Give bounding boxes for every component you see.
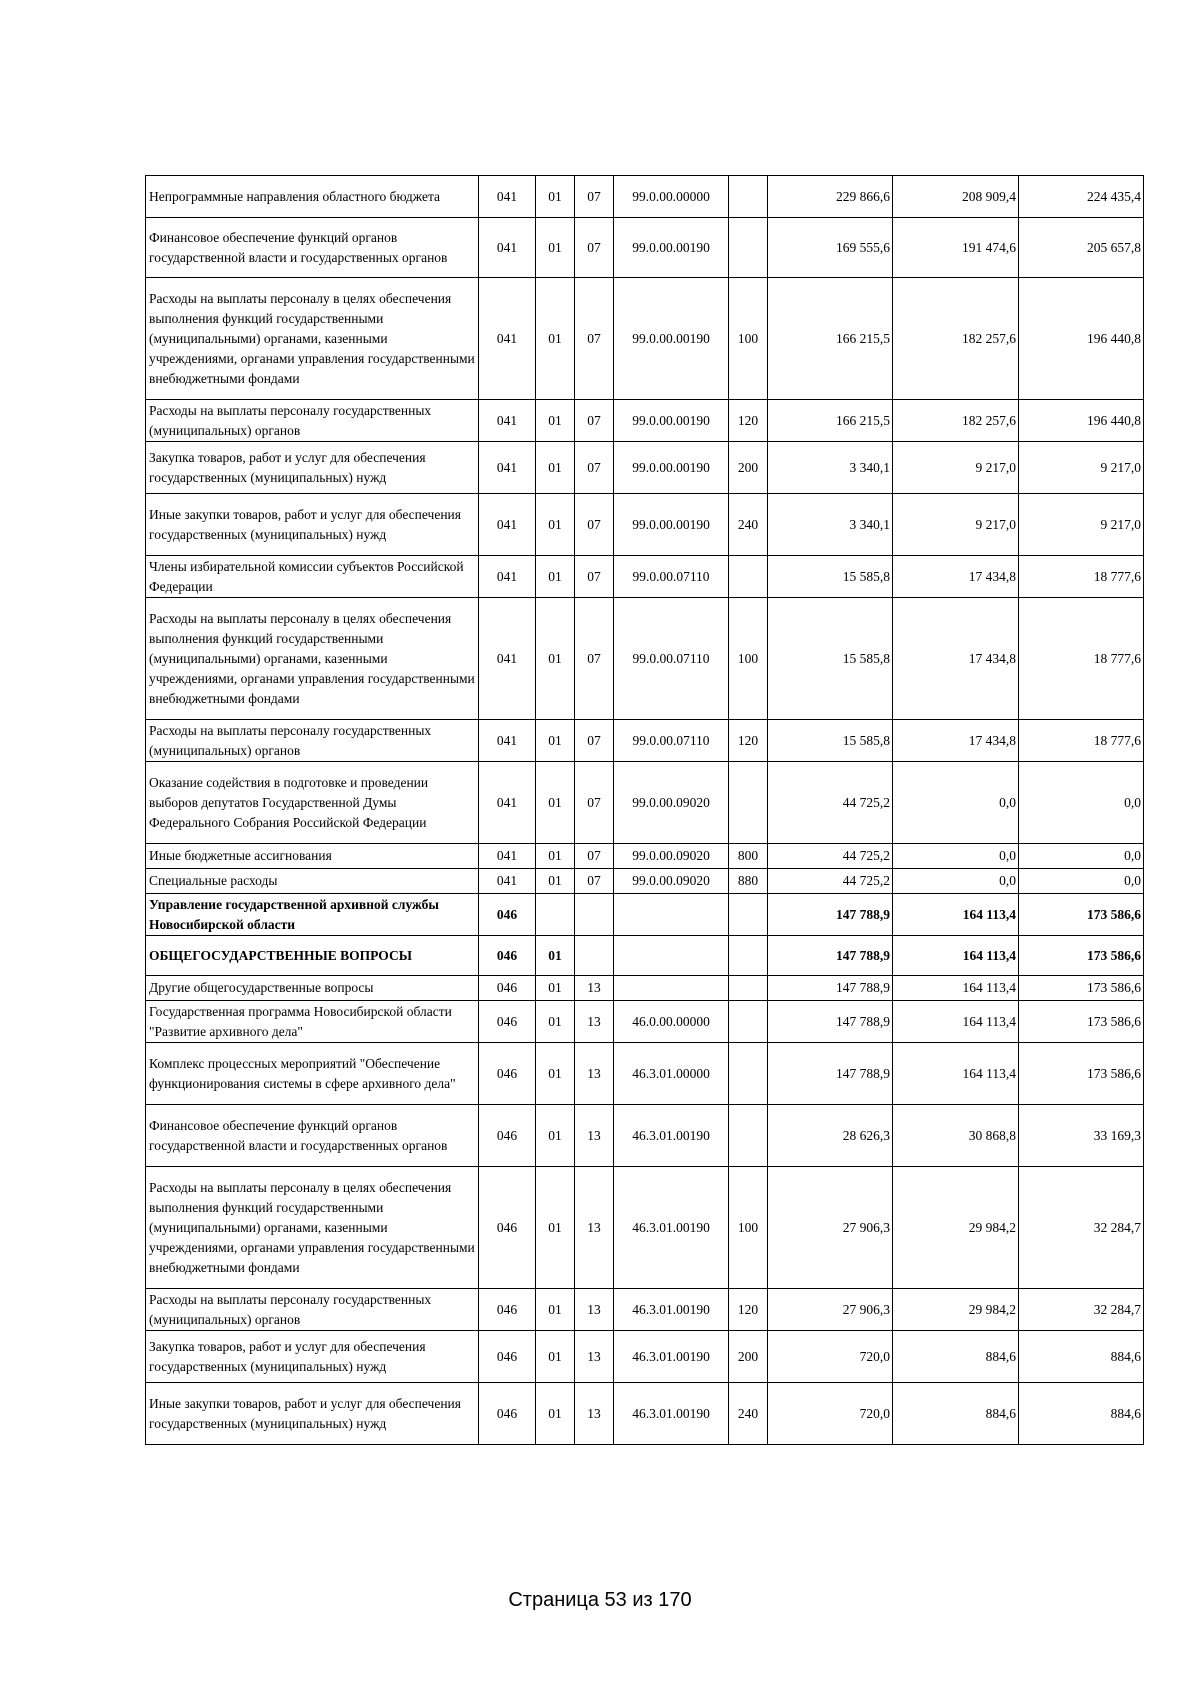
table-row — [146, 869, 1144, 894]
cell-amount-year2: 30 868,8 — [893, 1105, 1019, 1167]
cell-amount-year3: 173 586,6 — [1019, 1001, 1144, 1043]
cell-amount-year1: 44 725,2 — [768, 844, 893, 869]
cell-amount-year1: 44 725,2 — [768, 869, 893, 894]
cell-amount-year2: 0,0 — [893, 844, 1019, 869]
cell-ministry-code: 046 — [479, 894, 536, 936]
cell-target-article: 99.0.00.00190 — [614, 400, 729, 442]
cell-target-article: 99.0.00.09020 — [614, 844, 729, 869]
cell-amount-year1: 44 725,2 — [768, 762, 893, 844]
cell-amount-year1: 3 340,1 — [768, 442, 893, 494]
cell-target-article: 99.0.00.00190 — [614, 218, 729, 278]
cell-description: Специальные расходы — [146, 869, 479, 894]
table-row — [146, 1289, 1144, 1331]
cell-amount-year1: 15 585,8 — [768, 556, 893, 598]
cell-target-article — [614, 936, 729, 976]
cell-ministry-code: 046 — [479, 976, 536, 1001]
cell-ministry-code: 041 — [479, 844, 536, 869]
cell-description: Закупка товаров, работ и услуг для обеспечения государственных (муниципальных) нужд — [146, 1331, 479, 1383]
cell-subsection-code: 07 — [575, 844, 614, 869]
cell-amount-year1: 15 585,8 — [768, 720, 893, 762]
cell-section-code: 01 — [536, 1043, 575, 1105]
cell-expense-type: 240 — [729, 1383, 768, 1445]
cell-amount-year3: 9 217,0 — [1019, 442, 1144, 494]
cell-ministry-code: 046 — [479, 1001, 536, 1043]
cell-expense-type — [729, 976, 768, 1001]
cell-expense-type — [729, 1001, 768, 1043]
cell-target-article: 46.3.01.00190 — [614, 1105, 729, 1167]
cell-amount-year1: 147 788,9 — [768, 936, 893, 976]
cell-amount-year2: 164 113,4 — [893, 894, 1019, 936]
cell-amount-year1: 147 788,9 — [768, 976, 893, 1001]
cell-target-article — [614, 894, 729, 936]
cell-subsection-code: 07 — [575, 598, 614, 720]
cell-amount-year1: 147 788,9 — [768, 894, 893, 936]
cell-subsection-code: 07 — [575, 494, 614, 556]
cell-amount-year1: 147 788,9 — [768, 1001, 893, 1043]
cell-amount-year3: 173 586,6 — [1019, 1043, 1144, 1105]
cell-description: Члены избирательной комиссии субъектов Российской Федерации — [146, 556, 479, 598]
cell-amount-year3: 173 586,6 — [1019, 976, 1144, 1001]
table-row — [146, 844, 1144, 869]
cell-amount-year3: 196 440,8 — [1019, 400, 1144, 442]
cell-ministry-code: 041 — [479, 869, 536, 894]
cell-amount-year3: 0,0 — [1019, 844, 1144, 869]
cell-expense-type — [729, 762, 768, 844]
cell-subsection-code: 13 — [575, 976, 614, 1001]
cell-expense-type — [729, 218, 768, 278]
budget-table — [145, 175, 1144, 1445]
cell-description: Иные закупки товаров, работ и услуг для обеспечения государственных (муниципальных) нужд — [146, 1383, 479, 1445]
cell-amount-year2: 164 113,4 — [893, 1043, 1019, 1105]
cell-amount-year1: 169 555,6 — [768, 218, 893, 278]
cell-amount-year2: 182 257,6 — [893, 278, 1019, 400]
table-row — [146, 1167, 1144, 1289]
cell-ministry-code: 041 — [479, 556, 536, 598]
cell-amount-year2: 164 113,4 — [893, 936, 1019, 976]
cell-section-code: 01 — [536, 1383, 575, 1445]
cell-amount-year3: 0,0 — [1019, 762, 1144, 844]
cell-ministry-code: 046 — [479, 936, 536, 976]
page-number: Страница 53 из 170 — [508, 1589, 692, 1611]
cell-section-code: 01 — [536, 762, 575, 844]
cell-description: Финансовое обеспечение функций органов государственной власти и государственных органов — [146, 218, 479, 278]
cell-expense-type: 120 — [729, 1289, 768, 1331]
cell-amount-year3: 18 777,6 — [1019, 598, 1144, 720]
cell-description: Расходы на выплаты персоналу в целях обеспечения выполнения функций государственными (муниципальными) органами, казенными учреждениями, органами управления государственными внебюджетными фондами — [146, 278, 479, 400]
cell-description: Иные бюджетные ассигнования — [146, 844, 479, 869]
cell-subsection-code: 07 — [575, 762, 614, 844]
cell-section-code: 01 — [536, 400, 575, 442]
cell-ministry-code: 041 — [479, 494, 536, 556]
cell-expense-type: 100 — [729, 278, 768, 400]
cell-amount-year2: 191 474,6 — [893, 218, 1019, 278]
table-row — [146, 762, 1144, 844]
cell-description: Расходы на выплаты персоналу государственных (муниципальных) органов — [146, 1289, 479, 1331]
cell-amount-year3: 18 777,6 — [1019, 720, 1144, 762]
cell-target-article: 99.0.00.00190 — [614, 278, 729, 400]
cell-subsection-code: 07 — [575, 400, 614, 442]
table-row — [146, 1383, 1144, 1445]
table-row — [146, 1001, 1144, 1043]
cell-subsection-code: 07 — [575, 218, 614, 278]
cell-amount-year2: 0,0 — [893, 762, 1019, 844]
cell-amount-year2: 17 434,8 — [893, 556, 1019, 598]
cell-subsection-code — [575, 936, 614, 976]
cell-description: Иные закупки товаров, работ и услуг для обеспечения государственных (муниципальных) нужд — [146, 494, 479, 556]
cell-target-article: 46.3.01.00190 — [614, 1383, 729, 1445]
cell-target-article: 99.0.00.09020 — [614, 762, 729, 844]
cell-ministry-code: 041 — [479, 442, 536, 494]
table-row — [146, 400, 1144, 442]
cell-target-article: 99.0.00.00190 — [614, 494, 729, 556]
cell-target-article: 99.0.00.07110 — [614, 598, 729, 720]
cell-expense-type — [729, 936, 768, 976]
cell-description: Расходы на выплаты персоналу в целях обеспечения выполнения функций государственными (муниципальными) органами, казенными учреждениями, органами управления государственными внебюджетными фондами — [146, 1167, 479, 1289]
table-row — [146, 442, 1144, 494]
cell-target-article: 46.3.01.00000 — [614, 1043, 729, 1105]
cell-subsection-code: 13 — [575, 1383, 614, 1445]
cell-expense-type — [729, 1043, 768, 1105]
cell-subsection-code: 13 — [575, 1331, 614, 1383]
cell-amount-year2: 884,6 — [893, 1383, 1019, 1445]
cell-subsection-code: 13 — [575, 1105, 614, 1167]
cell-target-article — [614, 976, 729, 1001]
cell-amount-year2: 29 984,2 — [893, 1167, 1019, 1289]
cell-amount-year3: 0,0 — [1019, 869, 1144, 894]
table-row — [146, 894, 1144, 936]
cell-amount-year1: 229 866,6 — [768, 176, 893, 218]
cell-expense-type: 100 — [729, 598, 768, 720]
cell-subsection-code: 13 — [575, 1167, 614, 1289]
cell-section-code: 01 — [536, 278, 575, 400]
cell-description: Расходы на выплаты персоналу в целях обеспечения выполнения функций государственными (муниципальными) органами, казенными учреждениями, органами управления государственными внебюджетными фондами — [146, 598, 479, 720]
cell-ministry-code: 041 — [479, 176, 536, 218]
cell-amount-year3: 32 284,7 — [1019, 1289, 1144, 1331]
cell-amount-year1: 720,0 — [768, 1383, 893, 1445]
cell-amount-year2: 0,0 — [893, 869, 1019, 894]
cell-amount-year2: 9 217,0 — [893, 442, 1019, 494]
table-body — [146, 176, 1144, 1445]
cell-amount-year1: 166 215,5 — [768, 278, 893, 400]
cell-target-article: 46.3.01.00190 — [614, 1289, 729, 1331]
cell-amount-year1: 27 906,3 — [768, 1167, 893, 1289]
table-row — [146, 556, 1144, 598]
table-row — [146, 494, 1144, 556]
cell-expense-type: 120 — [729, 400, 768, 442]
cell-amount-year3: 173 586,6 — [1019, 936, 1144, 976]
cell-target-article: 46.3.01.00190 — [614, 1167, 729, 1289]
table-row — [146, 976, 1144, 1001]
cell-section-code: 01 — [536, 494, 575, 556]
cell-amount-year1: 147 788,9 — [768, 1043, 893, 1105]
cell-amount-year1: 166 215,5 — [768, 400, 893, 442]
cell-amount-year3: 884,6 — [1019, 1331, 1144, 1383]
cell-amount-year2: 164 113,4 — [893, 976, 1019, 1001]
table-row — [146, 598, 1144, 720]
cell-subsection-code: 13 — [575, 1289, 614, 1331]
cell-expense-type — [729, 176, 768, 218]
cell-ministry-code: 041 — [479, 720, 536, 762]
cell-amount-year3: 173 586,6 — [1019, 894, 1144, 936]
cell-expense-type: 880 — [729, 869, 768, 894]
cell-subsection-code: 13 — [575, 1001, 614, 1043]
table-row — [146, 720, 1144, 762]
cell-description: Государственная программа Новосибирской области "Развитие архивного дела" — [146, 1001, 479, 1043]
cell-section-code — [536, 894, 575, 936]
cell-amount-year3: 196 440,8 — [1019, 278, 1144, 400]
cell-amount-year3: 33 169,3 — [1019, 1105, 1144, 1167]
cell-section-code: 01 — [536, 936, 575, 976]
cell-subsection-code: 07 — [575, 869, 614, 894]
cell-section-code: 01 — [536, 869, 575, 894]
table-row — [146, 176, 1144, 218]
cell-ministry-code: 046 — [479, 1043, 536, 1105]
cell-amount-year2: 9 217,0 — [893, 494, 1019, 556]
cell-amount-year1: 27 906,3 — [768, 1289, 893, 1331]
cell-subsection-code: 13 — [575, 1043, 614, 1105]
cell-section-code: 01 — [536, 442, 575, 494]
cell-ministry-code: 041 — [479, 400, 536, 442]
cell-target-article: 99.0.00.07110 — [614, 720, 729, 762]
cell-target-article: 99.0.00.00190 — [614, 442, 729, 494]
cell-expense-type — [729, 556, 768, 598]
cell-amount-year3: 32 284,7 — [1019, 1167, 1144, 1289]
cell-ministry-code: 041 — [479, 218, 536, 278]
cell-amount-year3: 205 657,8 — [1019, 218, 1144, 278]
cell-section-code: 01 — [536, 556, 575, 598]
cell-amount-year2: 17 434,8 — [893, 720, 1019, 762]
table-row — [146, 1043, 1144, 1105]
cell-expense-type: 100 — [729, 1167, 768, 1289]
cell-subsection-code: 07 — [575, 176, 614, 218]
cell-ministry-code: 046 — [479, 1331, 536, 1383]
cell-section-code: 01 — [536, 218, 575, 278]
table-row — [146, 278, 1144, 400]
cell-ministry-code: 041 — [479, 598, 536, 720]
cell-ministry-code: 046 — [479, 1289, 536, 1331]
cell-target-article: 99.0.00.07110 — [614, 556, 729, 598]
cell-amount-year2: 182 257,6 — [893, 400, 1019, 442]
cell-ministry-code: 041 — [479, 762, 536, 844]
cell-expense-type: 120 — [729, 720, 768, 762]
cell-section-code: 01 — [536, 1331, 575, 1383]
cell-section-code: 01 — [536, 598, 575, 720]
cell-description: ОБЩЕГОСУДАРСТВЕННЫЕ ВОПРОСЫ — [146, 936, 479, 976]
cell-amount-year2: 208 909,4 — [893, 176, 1019, 218]
cell-target-article: 99.0.00.09020 — [614, 869, 729, 894]
cell-amount-year3: 18 777,6 — [1019, 556, 1144, 598]
table-row — [146, 218, 1144, 278]
cell-description: Оказание содействия в подготовке и проведении выборов депутатов Государственной Думы Федерального Собрания Российской Федерации — [146, 762, 479, 844]
cell-expense-type — [729, 1105, 768, 1167]
cell-section-code: 01 — [536, 176, 575, 218]
cell-amount-year1: 15 585,8 — [768, 598, 893, 720]
cell-amount-year2: 29 984,2 — [893, 1289, 1019, 1331]
cell-description: Управление государственной архивной службы Новосибирской области — [146, 894, 479, 936]
cell-description: Другие общегосударственные вопросы — [146, 976, 479, 1001]
cell-amount-year1: 3 340,1 — [768, 494, 893, 556]
cell-expense-type — [729, 894, 768, 936]
cell-section-code: 01 — [536, 1105, 575, 1167]
cell-description: Непрограммные направления областного бюджета — [146, 176, 479, 218]
cell-section-code: 01 — [536, 720, 575, 762]
cell-description: Комплекс процессных мероприятий "Обеспечение функционирования системы в сфере архивного дела" — [146, 1043, 479, 1105]
cell-section-code: 01 — [536, 1289, 575, 1331]
cell-subsection-code — [575, 894, 614, 936]
cell-target-article: 46.0.00.00000 — [614, 1001, 729, 1043]
cell-ministry-code: 046 — [479, 1105, 536, 1167]
cell-ministry-code: 046 — [479, 1383, 536, 1445]
cell-description: Расходы на выплаты персоналу государственных (муниципальных) органов — [146, 720, 479, 762]
cell-expense-type: 240 — [729, 494, 768, 556]
cell-amount-year2: 17 434,8 — [893, 598, 1019, 720]
cell-description: Расходы на выплаты персоналу государственных (муниципальных) органов — [146, 400, 479, 442]
cell-subsection-code: 07 — [575, 442, 614, 494]
cell-description: Закупка товаров, работ и услуг для обеспечения государственных (муниципальных) нужд — [146, 442, 479, 494]
cell-amount-year2: 164 113,4 — [893, 1001, 1019, 1043]
cell-expense-type: 800 — [729, 844, 768, 869]
cell-section-code: 01 — [536, 976, 575, 1001]
cell-section-code: 01 — [536, 1001, 575, 1043]
cell-subsection-code: 07 — [575, 556, 614, 598]
cell-ministry-code: 046 — [479, 1167, 536, 1289]
table-row — [146, 1331, 1144, 1383]
cell-subsection-code: 07 — [575, 278, 614, 400]
cell-amount-year1: 28 626,3 — [768, 1105, 893, 1167]
cell-subsection-code: 07 — [575, 720, 614, 762]
cell-amount-year2: 884,6 — [893, 1331, 1019, 1383]
cell-ministry-code: 041 — [479, 278, 536, 400]
cell-target-article: 99.0.00.00000 — [614, 176, 729, 218]
cell-amount-year3: 224 435,4 — [1019, 176, 1144, 218]
cell-description: Финансовое обеспечение функций органов государственной власти и государственных органов — [146, 1105, 479, 1167]
cell-amount-year3: 884,6 — [1019, 1383, 1144, 1445]
cell-amount-year1: 720,0 — [768, 1331, 893, 1383]
cell-section-code: 01 — [536, 1167, 575, 1289]
cell-amount-year3: 9 217,0 — [1019, 494, 1144, 556]
cell-section-code: 01 — [536, 844, 575, 869]
table-row — [146, 1105, 1144, 1167]
cell-expense-type: 200 — [729, 442, 768, 494]
cell-expense-type: 200 — [729, 1331, 768, 1383]
table-row — [146, 936, 1144, 976]
cell-target-article: 46.3.01.00190 — [614, 1331, 729, 1383]
